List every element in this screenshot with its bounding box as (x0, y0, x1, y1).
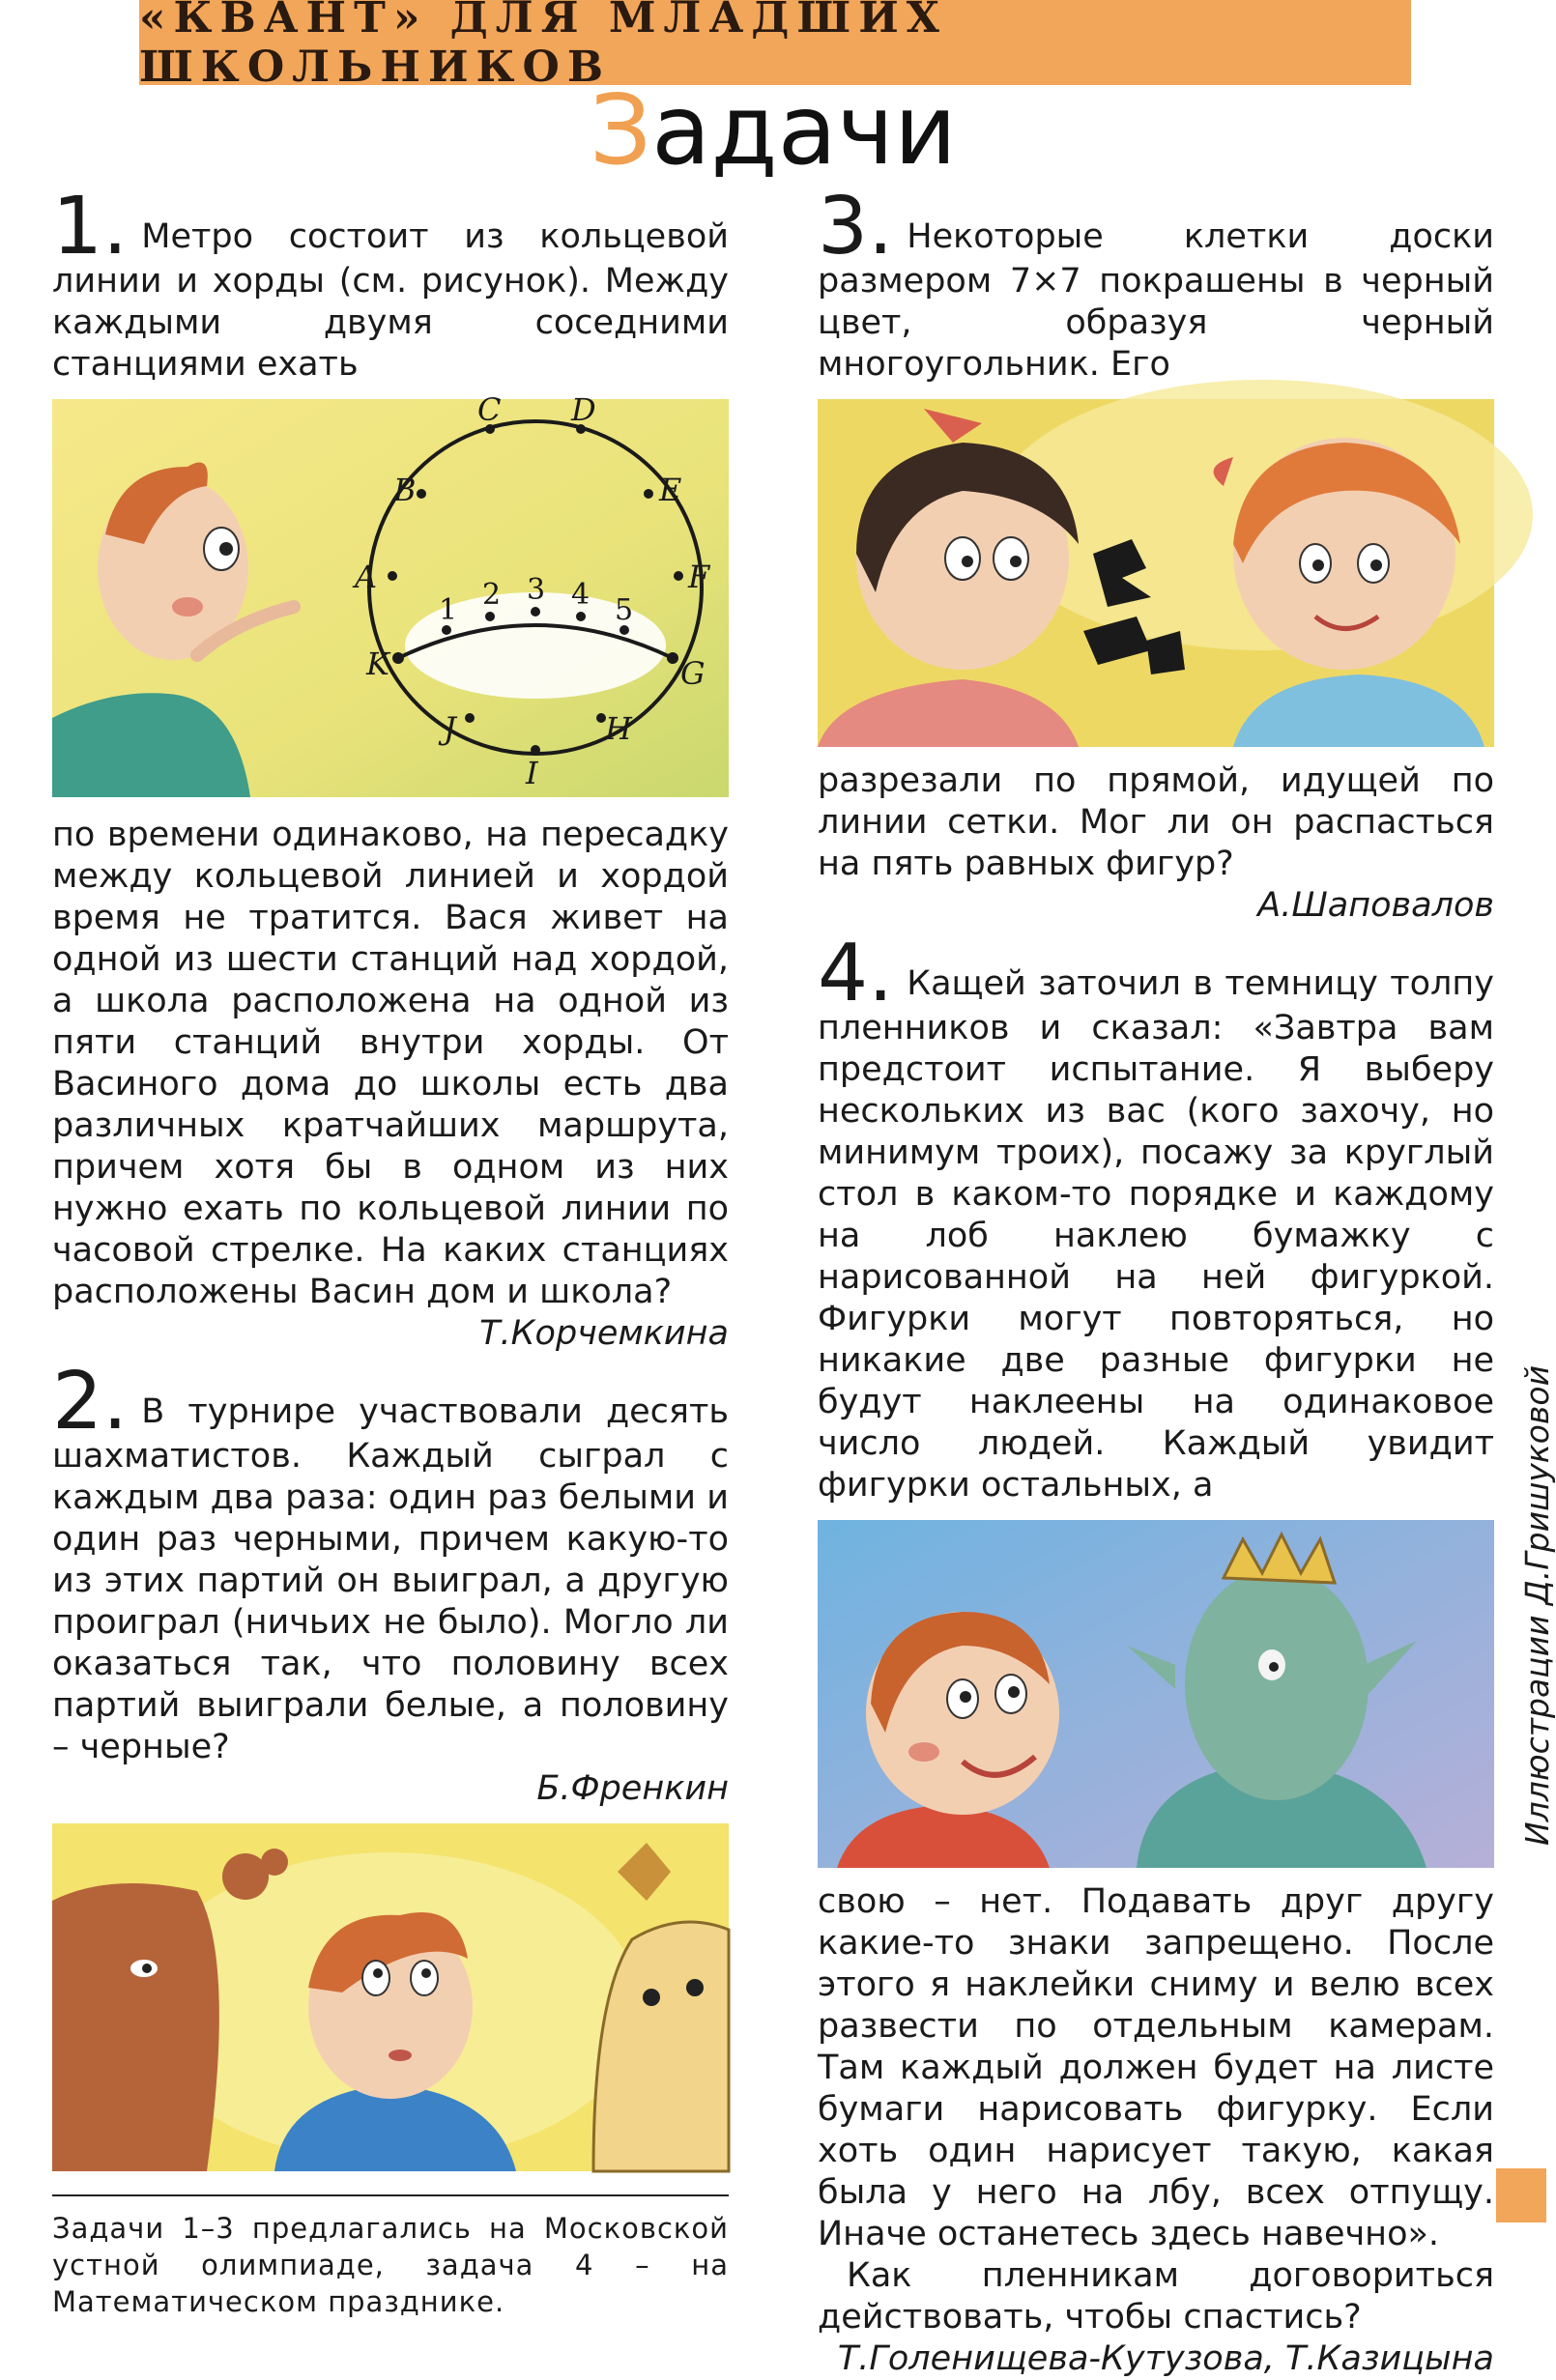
header-banner (139, 0, 1411, 92)
problem3-number: 3. (818, 181, 894, 272)
girls-illustration (818, 399, 1494, 747)
ring-label: A (355, 559, 378, 595)
ring-label: D (571, 391, 596, 428)
problem2-number: 2. (52, 1356, 129, 1448)
problem2-body (52, 1356, 729, 1768)
illustration-credit: Иллюстрации Д.Гришуковой (1518, 1364, 1556, 1846)
header-banner-text: «КВАНТ» ДЛЯ МЛАДШИХ ШКОЛЬНИКОВ (139, 0, 947, 92)
problem4-author: Т.Голенищева-Кутузова, Т.Казицына (837, 2339, 1494, 2378)
problem4-text-before: Кащей заточил в темницу толпу пленников и сказал: «Завтра вам предстоит испытание. Я выберу нескольких из вас (кого захочу, но минимум троих), посажу за круглый стол в каком-то порядке и каждому на лоб наклею бумажку с нарисованной на ней фигуркой. Фигурки могут повторяться, но никакие две разные фигурки не будут наклеены на одинаковое число людей. Каждый увидит фигурки остальных, а (818, 964, 1494, 1505)
metro-illustration (52, 391, 729, 797)
ring-label: H (605, 710, 632, 747)
page-title (0, 73, 1546, 186)
problem1-intro (52, 181, 729, 386)
problem1-text-after: по времени одинаково, на пересадку между кольцевой линией и хордой время не тратится. Вася живет на одной из шести станций над хордой, а школа расположена на одной из пяти станций внутри хорды. От Васиного дома до школы есть два различных кратчайших маршрута, причем хотя бы в одном из них нужно ехать по кольцевой линии по часовой стрелке. На каких станциях расположены Васин дом и школа? (52, 816, 729, 1311)
left-column (52, 181, 729, 2320)
chess-illustration (52, 1823, 729, 2171)
ring-label: I (526, 755, 538, 791)
ring-label: J (444, 710, 456, 747)
problem3-text-before: Некоторые клетки доски размером 7×7 покрашены в черный цвет, образуя черный многоугольник. Его (818, 217, 1494, 384)
problem1-number: 1. (52, 181, 129, 272)
ring-label: C (477, 391, 502, 428)
problem4-text-after: свою – нет. Подавать друг другу какие-то знаки запрещено. После этого я наклейки сниму и велю всех развести по отдельным камерам. Там каждый должен будет на листе бумаги нарисовать фигурку. Если хоть один нарисует такую, какая была у него на лбу, всех отпущу. Иначе останетесь здесь навечно». (818, 1882, 1494, 2253)
chord-label: 4 (571, 578, 591, 612)
problem1-author: Т.Корчемкина (479, 1314, 729, 1353)
problem4-number: 4. (818, 928, 894, 1019)
title-rest: адачи (651, 73, 957, 186)
problem3-author: А.Шаповалов (1257, 886, 1494, 925)
problem2-text: В турнире участвовали десять шахматистов. Каждый сыграл с каждым два раза: один раз белыми и один раз черными, причем какую-то из этих партий он выиграл, а другую проиграл (ничьих не было). Могло ли оказаться так, что половину всех партий выиграли белые, а половину – черные? (52, 1392, 729, 1766)
ring-label: G (680, 655, 706, 692)
problem3-intro (818, 181, 1494, 386)
chord-label: 5 (615, 593, 634, 627)
ring-label: E (659, 472, 682, 508)
chord-label: 1 (439, 593, 458, 627)
metro-figure (52, 391, 729, 797)
koschei-illustration (818, 1520, 1494, 1868)
problem4-question: Как пленникам договориться действовать, чтобы спастись? (818, 2256, 1494, 2337)
chord-label: 2 (482, 578, 502, 612)
chord-label: 3 (527, 573, 546, 607)
corner-tab (1496, 2168, 1546, 2222)
ring-label: F (688, 559, 710, 595)
title-first-letter: З (590, 73, 652, 186)
problem1-text-before: Метро состоит из кольцевой линии и хорды (см. рисунок). Между каждыми двумя соседними станциями ехать (52, 217, 729, 384)
footnote: Задачи 1–3 предлагались на Московской устной олимпиаде, задача 4 – на Математическом празднике. (52, 2194, 729, 2320)
problem4-intro (818, 928, 1494, 1506)
right-column (818, 181, 1494, 2380)
problem2-author: Б.Френкин (536, 1769, 729, 1808)
problem3-text-after: разрезали по прямой, идущей по линии сетки. Мог ли он распасться на пять равных фигур? (818, 761, 1494, 883)
ring-label: B (393, 472, 417, 508)
ring-label: K (366, 645, 389, 682)
